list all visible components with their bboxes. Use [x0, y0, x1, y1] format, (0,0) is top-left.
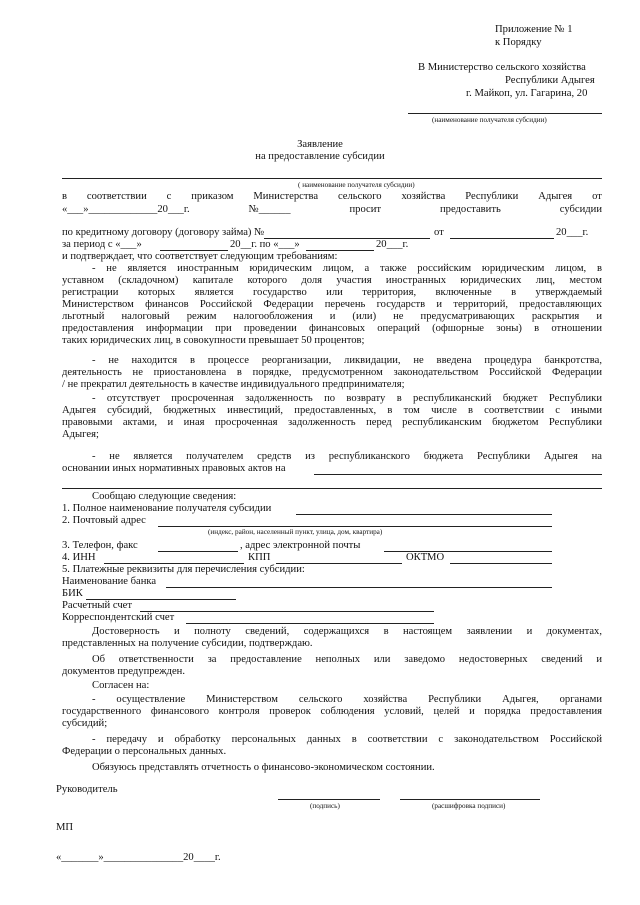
appendix-order: к Порядку — [495, 37, 542, 48]
req1-line: таких юридических лиц, в совокупности превышает 50 процентов; — [62, 335, 365, 346]
req2-line: деятельность не приостановлена в порядке, предусмотренном законодательством Российской Федерации — [62, 367, 602, 378]
bik-label: БИК — [62, 588, 83, 599]
period-year: 20___г. — [376, 239, 409, 250]
req4-line: - не является получателем средств из республиканского бюджета Республики Адыгея на — [92, 451, 602, 462]
credit-agreement-from: от — [434, 227, 444, 238]
period-to: 20__г. по «___» — [230, 239, 300, 250]
account-label: Расчетный счет — [62, 600, 132, 611]
applicant-name-line — [62, 178, 602, 179]
credit-agreement-year: 20___г. — [556, 227, 589, 238]
phone-label: 3. Телефон, факс — [62, 540, 138, 551]
applicant-name-caption: ( наименование получателя субсидии) — [298, 181, 415, 189]
postal-label: 2. Почтовый адрес — [62, 515, 146, 526]
req2-line: / не прекратил деятельность в качестве индивидуального предпринимателя; — [62, 379, 405, 390]
consent2-line: Федерации о персональных данных. — [62, 746, 227, 757]
req3-line: правовыми актами, и иная просроченная задолженность перед республиканским бюджетом Республики — [62, 417, 602, 428]
req1-line: предоставления информации при проведении финансовых операций (офшорные зоны) в отношении — [62, 323, 602, 334]
req1-line: Министерством финансов Российской Федерации перечень государств и территорий, предоставляющих — [62, 299, 602, 310]
bank-name-label: Наименование банка — [62, 576, 157, 587]
full-name-label: 1. Полное наименование получателя субсидии — [62, 503, 272, 514]
corr-account-label: Корреспондентский счет — [62, 612, 175, 623]
responsibility-line: документов предупрежден. — [62, 666, 185, 677]
req4-line: основании иных нормативных правовых актов на — [62, 463, 286, 474]
bank-name-field[interactable] — [166, 587, 552, 588]
req1-line: уставном (складочном) капитале которого доля участия иностранных юридических лиц, местом — [62, 275, 602, 286]
oktmo-label: ОКТМО — [406, 552, 445, 563]
signature-caption: (подпись) — [310, 802, 340, 810]
account-field[interactable] — [140, 611, 434, 612]
req1-line: льготный налоговый режим налогообложения и (или) не предусматривающих раскрытия и — [62, 311, 602, 322]
obligation-line: Обязуюсь представлять отчетность о финансово-экономическом состоянии. — [92, 762, 435, 773]
kpp-label: КПП — [248, 552, 271, 563]
intro-line-1: в соответствии с приказом Министерства сельского хозяйства Республики Адыгея от — [62, 191, 602, 202]
signature-field[interactable] — [278, 799, 380, 800]
postal-field[interactable] — [158, 526, 552, 527]
intro-line-2: «___»_____________20___г. №______ просит предоставить субсидии — [62, 204, 602, 215]
bank-details-label: 5. Платежные реквизиты для перечисления субсидии: — [62, 564, 305, 575]
req2-line: - не находится в процессе реорганизации, ликвидации, не введена процедура банкротства, — [92, 355, 602, 366]
req1-line: - не является иностранным юридическим лицом, а также российским юридическим лицом, в — [92, 263, 602, 274]
reliability-line: Достоверность и полноту сведений, содержащихся в настоящем заявлении и документах, — [92, 626, 602, 637]
recipient-caption: (наименование получателя субсидии) — [432, 116, 547, 124]
postal-caption: (индекс, район, населенный пункт, улица, дом, квартира) — [208, 528, 383, 536]
document-title: Заявление — [297, 139, 343, 150]
oktmo-field[interactable] — [450, 563, 552, 564]
addressee-republic: Республики Адыгея — [505, 75, 595, 86]
credit-agreement-date-line — [450, 238, 554, 239]
reliability-line: представленных на получение субсидии, подтверждаю. — [62, 638, 313, 649]
signature-date: «_______»_______________20____г. — [56, 852, 221, 863]
consent2-line: - передачу и обработку персональных данных в соответствии с законодательством Российской — [92, 734, 602, 745]
head-label: Руководитель — [56, 784, 118, 795]
addressee-address: г. Майкоп, ул. Гагарина, 20 — [466, 88, 588, 99]
req3-line: - отсутствует просроченная задолженность по возврату в республиканский бюджет Республики — [92, 393, 602, 404]
consent1-line: субсидий; — [62, 718, 108, 729]
appendix-number: Приложение № 1 — [495, 24, 573, 35]
email-label: , адрес электронной почты — [240, 540, 361, 551]
requirements-intro: и подтверждает, что соответствует следующим требованиям: — [62, 251, 338, 262]
period-from: за период с «___» — [62, 239, 142, 250]
req4-fill-line-2 — [62, 488, 602, 489]
inn-label: 4. ИНН — [62, 552, 96, 563]
consent1-line: государственного финансового контроля проверок соблюдения условий, целей и порядка предоставления — [62, 706, 602, 717]
signature-decode-field[interactable] — [400, 799, 540, 800]
agreed-heading: Согласен на: — [92, 680, 150, 691]
corr-account-field[interactable] — [186, 623, 434, 624]
req3-line: Адыгея; — [62, 429, 99, 440]
req4-fill-line — [314, 474, 602, 475]
credit-agreement-label: по кредитному договору (договору займа) № — [62, 227, 265, 238]
responsibility-line: Об ответственности за предоставление неполных или заведомо недостоверных сведений и — [92, 654, 602, 665]
addressee-ministry: В Министерство сельского хозяйства — [418, 62, 586, 73]
req3-line: Адыгея субсидий, бюджетных инвестиций, предоставленных, в том числе в соответствии с иными — [62, 405, 602, 416]
document-subtitle: на предоставление субсидии — [255, 151, 385, 162]
full-name-field[interactable] — [296, 514, 552, 515]
stamp-label: МП — [56, 822, 74, 833]
req1-line: регистрации которых является государство или территория, включенные в утверждаемый — [62, 287, 602, 298]
consent1-line: - осуществление Министерством сельского хозяйства Республики Адыгея, органами — [92, 694, 602, 705]
phone-field[interactable] — [158, 551, 238, 552]
recipient-line — [408, 113, 602, 114]
info-heading: Сообщаю следующие сведения: — [92, 491, 237, 502]
signature-decode-caption: (расшифровка подписи) — [432, 802, 506, 810]
